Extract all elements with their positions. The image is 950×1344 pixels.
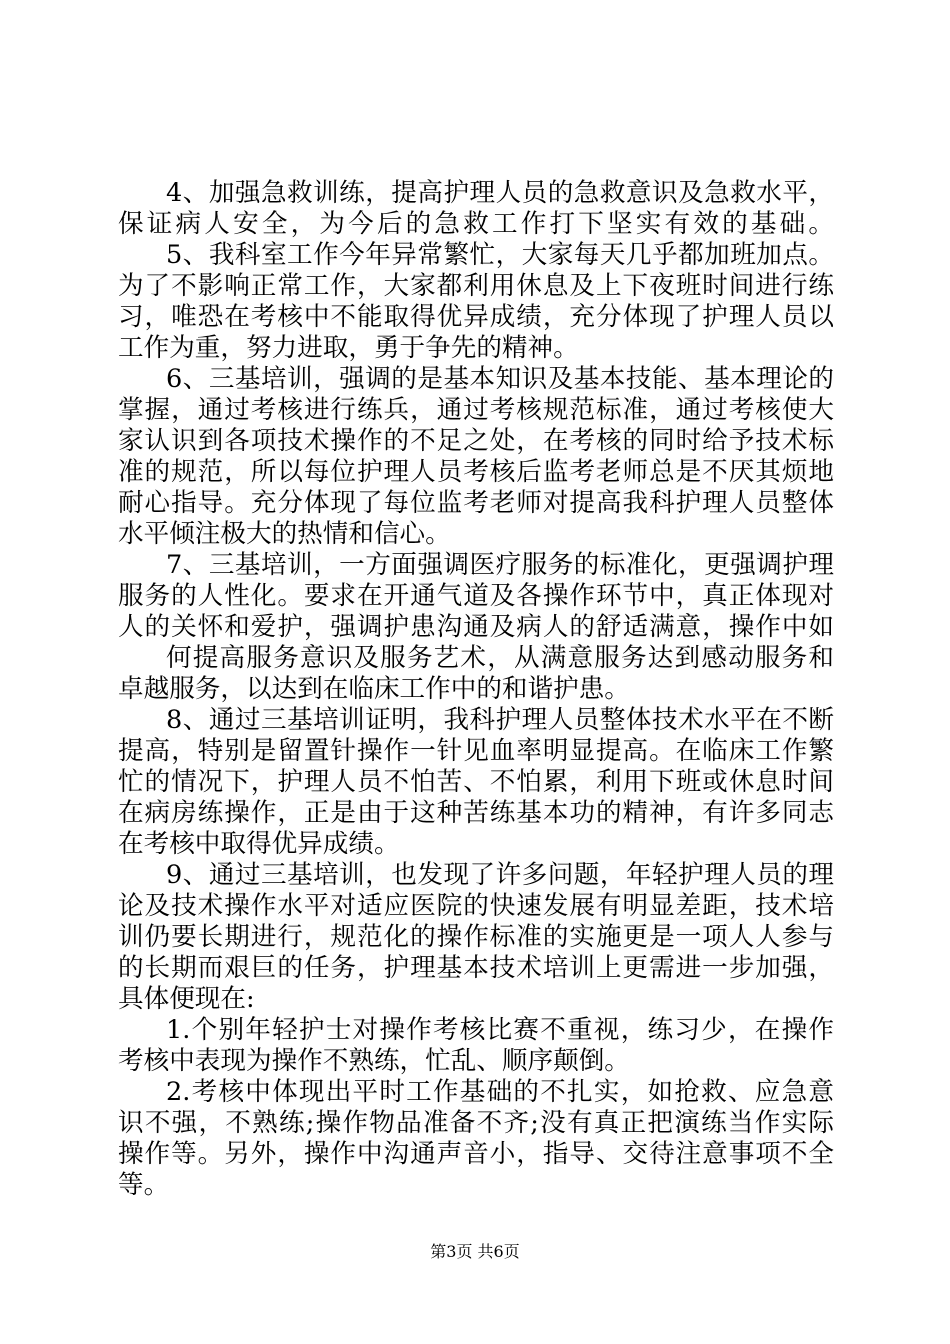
text-line: 耐心指导。充分体现了每位监考老师对提高我科护理人员整体 [118,488,834,518]
text-line: 识不强，不熟练;操作物品准备不齐;没有真正把演练当作实际 [118,1108,834,1138]
text-line: 人的关怀和爱护，强调护患沟通及病人的舒适满意，操作中如 [118,612,834,642]
text-line: 训仍要长期进行，规范化的操作标准的实施更是一项人人参与 [118,922,834,952]
text-line: 6、三基培训，强调的是基本知识及基本技能、基本理论的 [166,364,834,394]
page-number-footer: 第3页 共6页 [430,1242,520,1261]
text-line: 论及技术操作水平对适应医院的快速发展有明显差距，技术培 [118,891,834,921]
text-line: 掌握，通过考核进行练兵，通过考核规范标准，通过考核使大 [118,395,834,425]
text-line: 忙的情况下，护理人员不怕苦、不怕累，利用下班或休息时间 [118,767,834,797]
text-line: 操作等。另外，操作中沟通声音小，指导、交待注意事项不全 [118,1139,834,1169]
text-line: 等。 [118,1170,170,1200]
text-line: 9、通过三基培训，也发现了许多问题，年轻护理人员的理 [166,860,834,890]
text-line: 5、我科室工作今年异常繁忙，大家每天几乎都加班加点。 [166,240,834,270]
text-line: 的长期而艰巨的任务，护理基本技术培训上更需进一步加强， [118,953,834,983]
text-line: 具体便现在: [118,984,255,1014]
text-line: 在考核中取得优异成绩。 [118,829,400,859]
text-line: 准的规范，所以每位护理人员考核后监考老师总是不厌其烦地 [118,457,834,487]
text-line: 4、加强急救训练，提高护理人员的急救意识及急救水平， [166,178,834,208]
text-line: 7、三基培训，一方面强调医疗服务的标准化，更强调护理 [166,550,834,580]
text-line: 家认识到各项技术操作的不足之处，在考核的同时给予技术标 [118,426,834,456]
text-line: 在病房练操作，正是由于这种苦练基本功的精神，有许多同志 [118,798,834,828]
text-line: 何提高服务意识及服务艺术，从满意服务达到感动服务和 [166,643,834,673]
text-line: 考核中表现为操作不熟练，忙乱、顺序颠倒。 [118,1046,630,1076]
text-line: 水平倾注极大的热情和信心。 [118,519,451,549]
text-line: 卓越服务，以达到在临床工作中的和谐护患。 [118,674,630,704]
text-line: 8、通过三基培训证明，我科护理人员整体技术水平在不断 [166,705,834,735]
text-line: 2.考核中体现出平时工作基础的不扎实，如抢救、应急意 [166,1077,834,1107]
text-line: 提高，特别是留置针操作一针见血率明显提高。在临床工作繁 [118,736,834,766]
text-line: 习，唯恐在考核中不能取得优异成绩，充分体现了护理人员以 [118,302,834,332]
text-line: 工作为重，努力进取，勇于争先的精神。 [118,333,579,363]
text-line: 1.个别年轻护士对操作考核比赛不重视，练习少，在操作 [166,1015,834,1045]
text-line: 服务的人性化。要求在开通气道及各操作环节中，真正体现对 [118,581,834,611]
text-line: 为了不影响正常工作，大家都利用休息及上下夜班时间进行练 [118,271,834,301]
text-line: 保证病人安全，为今后的急救工作打下坚实有效的基础。 [118,209,834,239]
